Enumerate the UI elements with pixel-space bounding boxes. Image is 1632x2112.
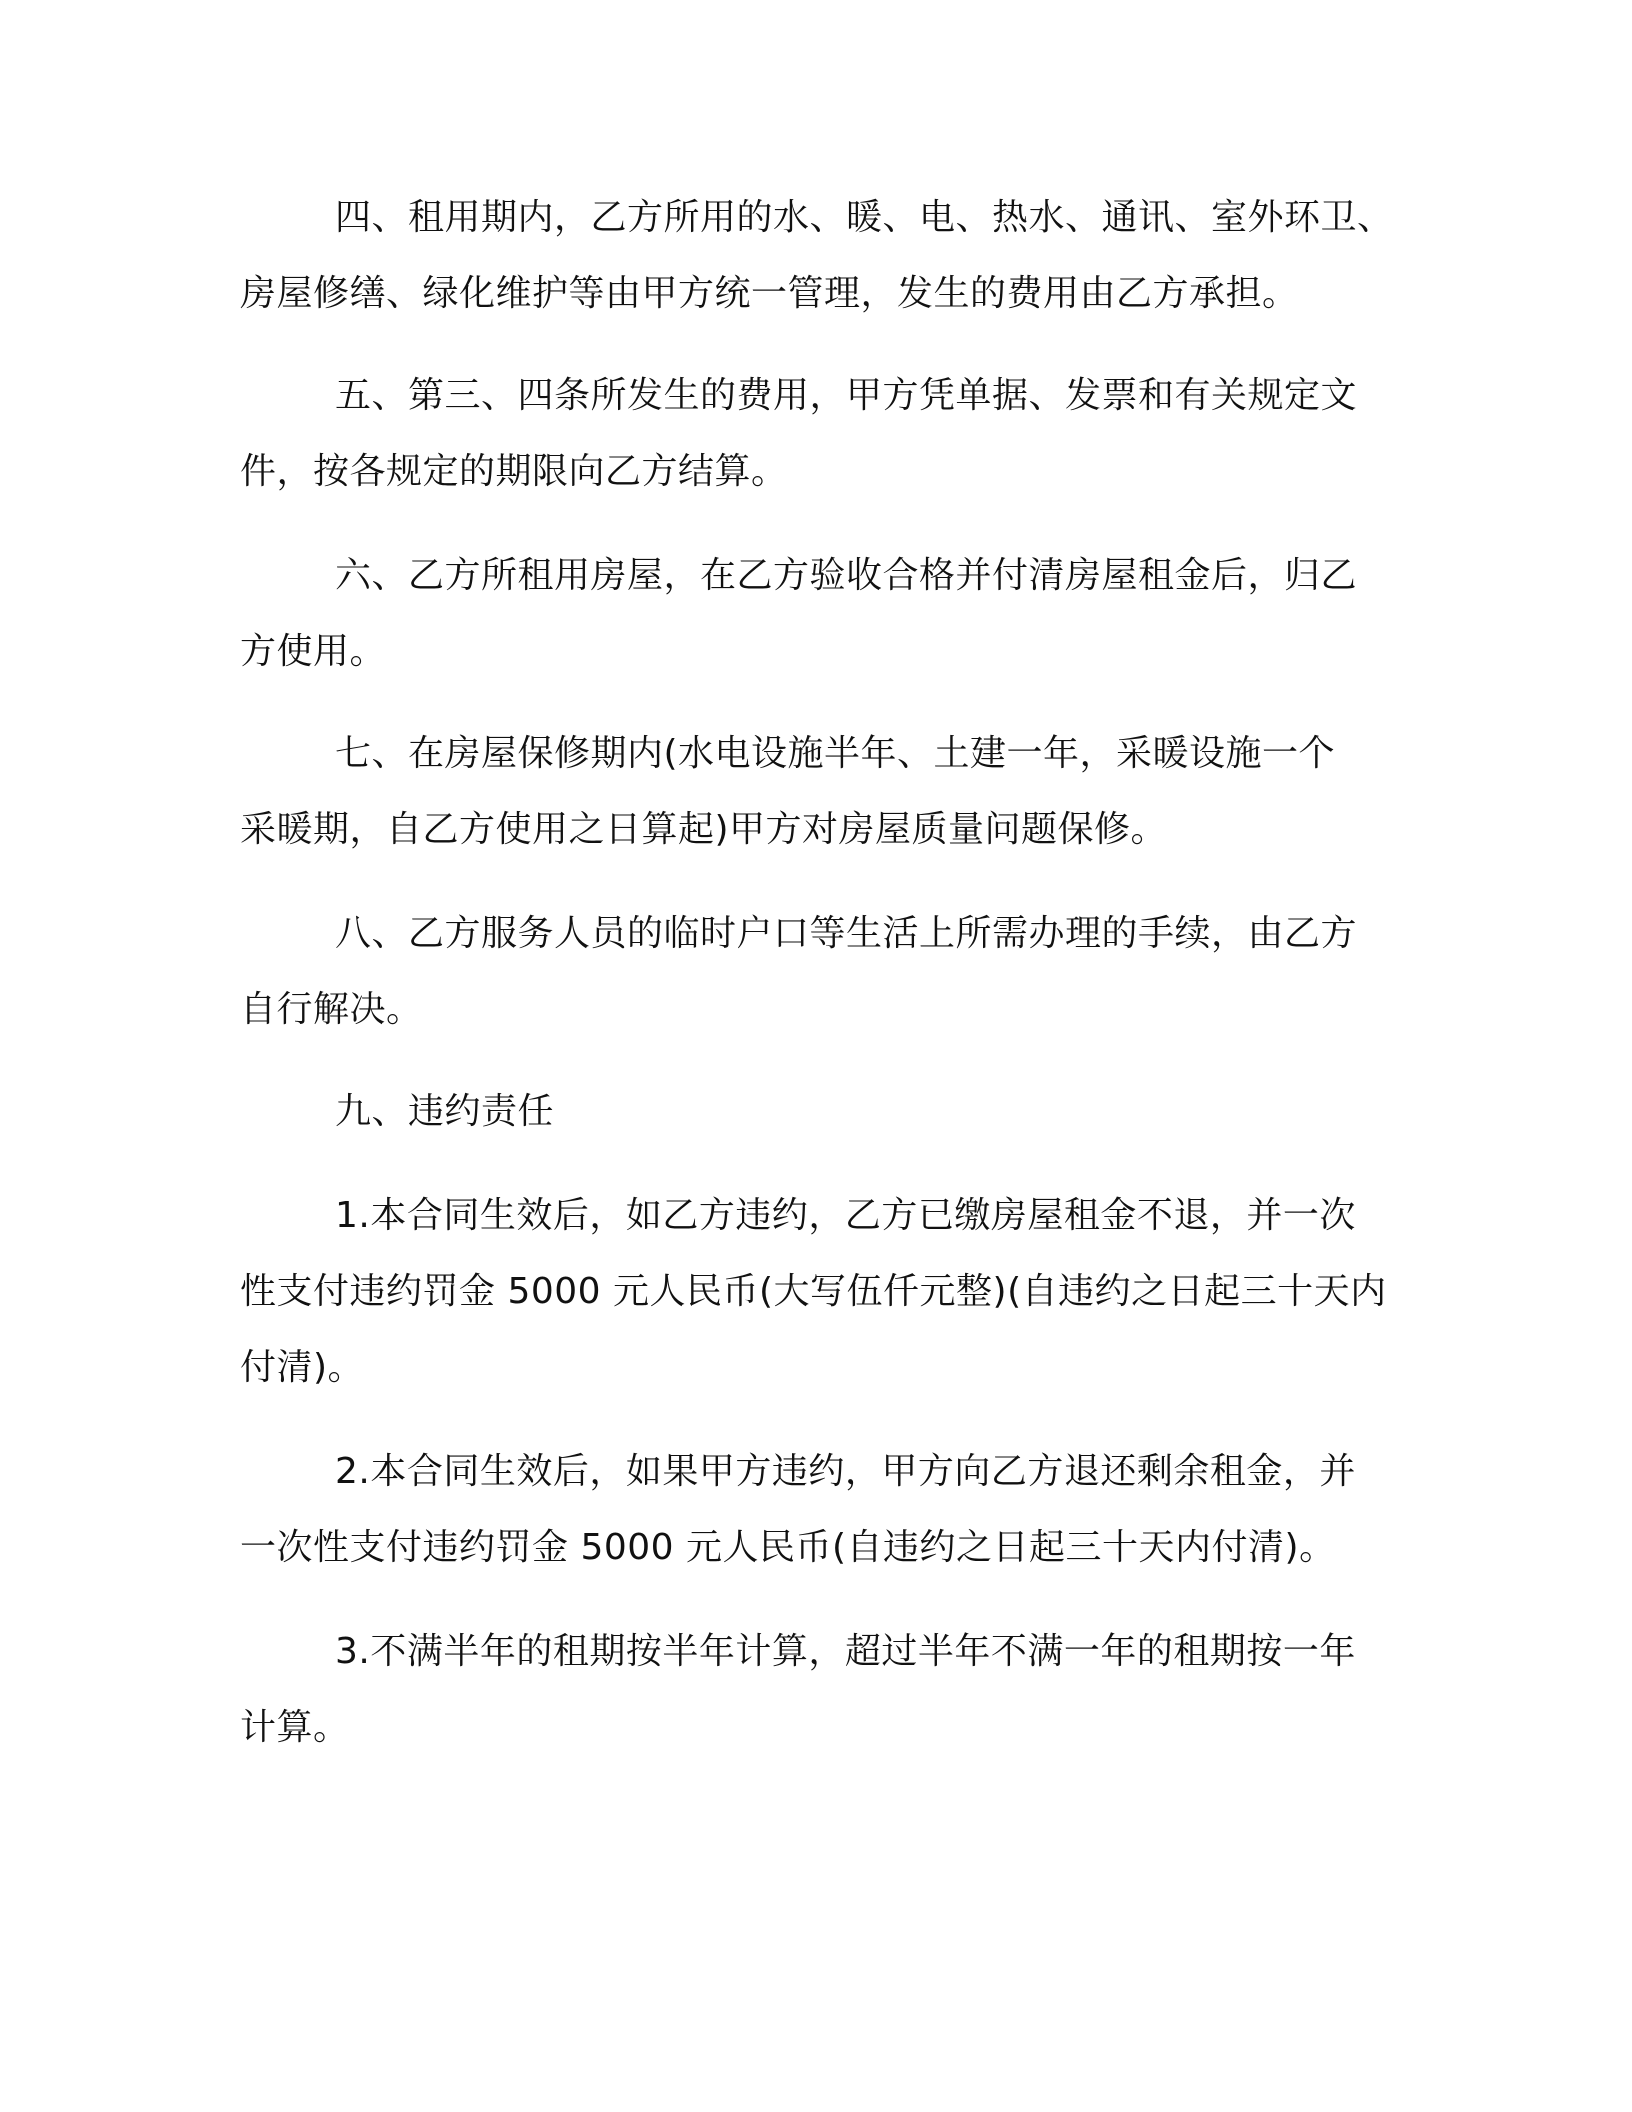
clause-4-line-1: 四、租用期内，乙方所用的水、暖、电、热水、通讯、室外环卫、 <box>335 197 1394 238</box>
clause-9-1-line-1: 1.本合同生效后，如乙方违约，乙方已缴房屋租金不退，并一次 <box>335 1195 1356 1236</box>
clause-9-heading: 九、违约责任 <box>335 1091 555 1132</box>
clause-7-line-1: 七、在房屋保修期内(水电设施半年、土建一年，采暖设施一个 <box>335 733 1336 774</box>
clause-7-line-2: 采暖期，自乙方使用之日算起)甲方对房屋质量问题保修。 <box>240 809 1168 850</box>
clause-9-3-line-2: 计算。 <box>240 1707 350 1748</box>
clause-9-1-line-3: 付清)。 <box>240 1347 365 1388</box>
clause-5-line-1: 五、第三、四条所发生的费用，甲方凭单据、发票和有关规定文 <box>335 375 1358 416</box>
clause-9-2-line-2: 一次性支付违约罚金 5000 元人民币(自违约之日起三十天内付清)。 <box>240 1527 1336 1568</box>
clause-9-2-line-1: 2.本合同生效后，如果甲方违约，甲方向乙方退还剩余租金，并 <box>335 1451 1356 1492</box>
clause-5-line-2: 件，按各规定的期限向乙方结算。 <box>240 451 788 492</box>
clause-4-line-2: 房屋修缮、绿化维护等由甲方统一管理，发生的费用由乙方承担。 <box>240 273 1299 314</box>
clause-6-line-1: 六、乙方所租用房屋，在乙方验收合格并付清房屋租金后，归乙 <box>335 555 1358 596</box>
clause-8-line-2: 自行解决。 <box>240 989 423 1030</box>
clause-9-3-line-1: 3.不满半年的租期按半年计算，超过半年不满一年的租期按一年 <box>335 1631 1356 1672</box>
clause-9-1-line-2: 性支付违约罚金 5000 元人民币(大写伍仟元整)(自违约之日起三十天内 <box>240 1271 1387 1312</box>
clause-8-line-1: 八、乙方服务人员的临时户口等生活上所需办理的手续，由乙方 <box>335 913 1358 954</box>
clause-6-line-2: 方使用。 <box>240 631 387 672</box>
